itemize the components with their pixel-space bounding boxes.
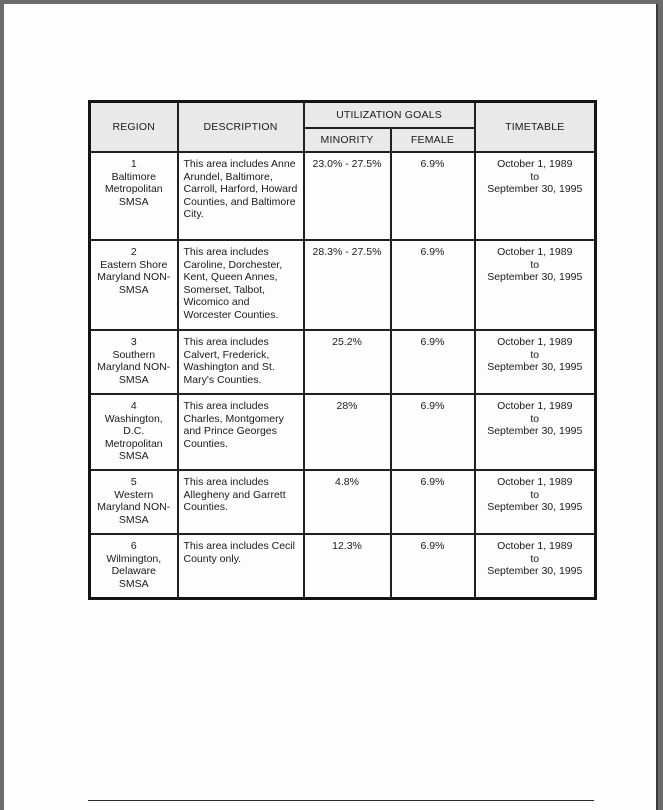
header-minority: MINORITY <box>304 128 391 153</box>
female-cell: 6.9% <box>391 534 475 598</box>
table-body <box>90 152 596 598</box>
description-cell: This area includes Charles, Montgomery and Prince Georges Counties. <box>178 394 304 470</box>
minority-cell: 28% <box>304 394 391 470</box>
region-name: Southern Maryland NON-SMSA <box>97 348 171 386</box>
timetable-end: September 30, 1995 <box>487 361 583 373</box>
region-name: Western Maryland NON-SMSA <box>97 488 171 526</box>
female-cell: 6.9% <box>391 240 475 330</box>
header-female: FEMALE <box>391 128 475 153</box>
timetable-to: to <box>530 488 540 501</box>
region-name: Washington, D.C. Metropolitan SMSA <box>104 412 163 462</box>
timetable-start: October 1, 1989 <box>497 336 573 348</box>
region-number: 4 <box>130 400 137 412</box>
region-cell <box>90 394 178 470</box>
document-page <box>4 4 656 810</box>
timetable-end: September 30, 1995 <box>487 271 583 283</box>
timetable-end: September 30, 1995 <box>487 425 583 437</box>
minority-cell: 12.3% <box>304 534 391 598</box>
description-cell: This area includes Calvert, Frederick, Washington and St. Mary's Counties. <box>178 330 304 394</box>
table-row <box>90 240 596 330</box>
minority-cell: 4.8% <box>304 470 391 534</box>
timetable-to: to <box>530 170 540 183</box>
timetable-cell <box>475 240 596 330</box>
header-utilization-goals: UTILIZATION GOALS <box>304 102 475 128</box>
description-cell: This area includes Cecil County only. <box>178 534 304 598</box>
region-name: Eastern Shore Maryland NON-SMSA <box>97 258 171 296</box>
minority-cell: 28.3% - 27.5% <box>304 240 391 330</box>
timetable-cell <box>475 152 596 240</box>
utilization-goals-table <box>88 100 597 600</box>
female-cell: 6.9% <box>391 330 475 394</box>
timetable-to: to <box>530 348 540 361</box>
minority-cell: 23.0% - 27.5% <box>304 152 391 240</box>
description-cell: This area includes Allegheny and Garrett Counties. <box>178 470 304 534</box>
description-cell: This area includes Caroline, Dorchester, Kent, Queen Annes, Somerset, Talbot, Wicomico and Worcester Counties. <box>178 240 304 330</box>
timetable-cell <box>475 470 596 534</box>
region-number: 3 <box>130 336 137 348</box>
minority-cell: 25.2% <box>304 330 391 394</box>
timetable-end: September 30, 1995 <box>487 501 583 513</box>
timetable-start: October 1, 1989 <box>497 476 573 488</box>
region-cell <box>90 152 178 240</box>
header-region: REGION <box>90 102 178 153</box>
region-name: Wilmington, Delaware SMSA <box>106 552 162 590</box>
timetable-start: October 1, 1989 <box>497 540 573 552</box>
female-cell: 6.9% <box>391 152 475 240</box>
table-row <box>90 330 596 394</box>
region-cell <box>90 330 178 394</box>
table-row <box>90 152 596 240</box>
timetable-end: September 30, 1995 <box>487 565 583 577</box>
timetable-start: October 1, 1989 <box>497 246 573 258</box>
header-description: DESCRIPTION <box>178 102 304 153</box>
region-number: 1 <box>130 158 137 170</box>
timetable-start: October 1, 1989 <box>497 158 573 170</box>
female-cell: 6.9% <box>391 394 475 470</box>
timetable-cell <box>475 394 596 470</box>
region-number: 5 <box>130 476 137 488</box>
region-cell <box>90 470 178 534</box>
timetable-end: September 30, 1995 <box>487 183 583 195</box>
timetable-to: to <box>530 412 540 425</box>
female-cell: 6.9% <box>391 470 475 534</box>
footer-rule <box>88 800 594 801</box>
region-number: 6 <box>130 540 137 552</box>
description-cell: This area includes Anne Arundel, Baltimore, Carroll, Harford, Howard Counties, and Baltimore City. <box>178 152 304 240</box>
region-number: 2 <box>130 246 137 258</box>
region-cell <box>90 240 178 330</box>
timetable-start: October 1, 1989 <box>497 400 573 412</box>
header-timetable: TIMETABLE <box>475 102 596 153</box>
timetable-to: to <box>530 552 540 565</box>
table-row <box>90 534 596 598</box>
table-header-row <box>90 102 596 128</box>
table-row <box>90 470 596 534</box>
timetable-cell <box>475 534 596 598</box>
timetable-cell <box>475 330 596 394</box>
timetable-to: to <box>530 258 540 271</box>
table-row <box>90 394 596 470</box>
region-name: Baltimore Metropolitan SMSA <box>104 170 163 208</box>
region-cell <box>90 534 178 598</box>
